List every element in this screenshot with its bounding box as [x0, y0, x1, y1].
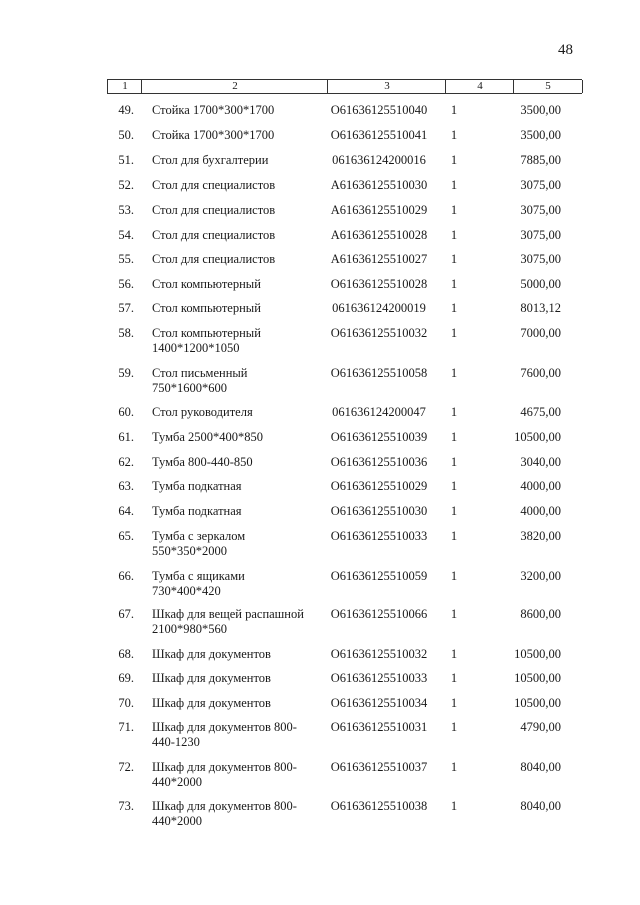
item-name: Стойка 1700*300*1700 [152, 128, 275, 142]
table-header [107, 79, 582, 94]
quantity: 1 [450, 696, 458, 710]
inventory-code: О61636125510033 [330, 671, 428, 685]
quantity: 1 [450, 326, 458, 340]
inventory-code: 061636124200019 [332, 301, 426, 315]
row-number: 50. [118, 128, 134, 142]
quantity: 1 [450, 301, 458, 315]
item-name: Шкаф для документов [152, 647, 271, 661]
amount: 10500,00 [514, 647, 561, 661]
row-number: 52. [118, 178, 134, 192]
quantity: 1 [450, 277, 458, 291]
inventory-code: О61636125510032 [330, 326, 428, 340]
quantity: 1 [450, 103, 458, 117]
row-number: 72. [118, 760, 134, 774]
quantity: 1 [450, 504, 458, 518]
inventory-code: О61636125510031 [330, 720, 428, 734]
header-cell-4: 4 [445, 80, 514, 93]
row-number: 57. [118, 301, 134, 315]
item-name: Стол компьютерный 1400*1200*1050 [152, 326, 261, 355]
inventory-code: А61636125510028 [330, 228, 428, 242]
quantity: 1 [450, 430, 458, 444]
item-name: Стол для специалистов [152, 203, 276, 217]
row-number: 49. [118, 103, 134, 117]
quantity: 1 [450, 799, 458, 813]
item-name: Стол компьютерный [152, 301, 261, 315]
row-number: 55. [118, 252, 134, 266]
item-name: Тумба 800-440-850 [152, 455, 253, 469]
row-number: 62. [118, 455, 134, 469]
quantity: 1 [450, 178, 458, 192]
inventory-code: О61636125510036 [330, 455, 428, 469]
amount: 8040,00 [520, 760, 561, 774]
inventory-code: О61636125510030 [330, 504, 428, 518]
row-number: 66. [118, 569, 134, 583]
quantity: 1 [450, 128, 458, 142]
inventory-code: О61636125510034 [330, 696, 428, 710]
amount: 3075,00 [520, 178, 561, 192]
amount: 8040,00 [520, 799, 561, 813]
amount: 3500,00 [520, 128, 561, 142]
row-number: 67. [118, 607, 134, 621]
inventory-code: О61636125510040 [330, 103, 428, 117]
item-name: Тумба с ящиками 730*400*420 [152, 569, 245, 598]
amount: 3200,00 [520, 569, 561, 583]
amount: 7000,00 [520, 326, 561, 340]
quantity: 1 [450, 455, 458, 469]
inventory-code: О61636125510033 [330, 529, 428, 543]
item-name: Тумба с зеркалом 550*350*2000 [152, 529, 246, 558]
quantity: 1 [450, 153, 458, 167]
quantity: 1 [450, 479, 458, 493]
inventory-code: 061636124200047 [332, 405, 426, 419]
inventory-code: О61636125510039 [330, 430, 428, 444]
row-number: 64. [118, 504, 134, 518]
amount: 10500,00 [514, 430, 561, 444]
amount: 7885,00 [520, 153, 561, 167]
amount: 3075,00 [520, 203, 561, 217]
row-number: 59. [118, 366, 134, 380]
amount: 3500,00 [520, 103, 561, 117]
amount: 3040,00 [520, 455, 561, 469]
quantity: 1 [450, 720, 458, 734]
amount: 3075,00 [520, 228, 561, 242]
header-cell-1: 1 [107, 80, 142, 93]
item-name: Стол для специалистов [152, 178, 276, 192]
quantity: 1 [450, 607, 458, 621]
item-name: Шкаф для вещей распашной 2100*980*560 [152, 607, 304, 636]
amount: 4675,00 [520, 405, 561, 419]
quantity: 1 [450, 366, 458, 380]
inventory-code: О61636125510037 [330, 760, 428, 774]
amount: 3075,00 [520, 252, 561, 266]
item-name: Шкаф для документов [152, 671, 271, 685]
inventory-code: 061636124200016 [332, 153, 426, 167]
row-number: 71. [118, 720, 134, 734]
row-number: 51. [118, 153, 134, 167]
inventory-code: А61636125510030 [330, 178, 428, 192]
inventory-code: О61636125510029 [330, 479, 428, 493]
row-number: 58. [118, 326, 134, 340]
item-name: Тумба 2500*400*850 [152, 430, 264, 444]
quantity: 1 [450, 671, 458, 685]
item-name: Стол для специалистов [152, 252, 276, 266]
quantity: 1 [450, 569, 458, 583]
row-number: 65. [118, 529, 134, 543]
amount: 5000,00 [520, 277, 561, 291]
inventory-code: О61636125510041 [330, 128, 428, 142]
amount: 8013,12 [520, 301, 561, 315]
amount: 4000,00 [520, 479, 561, 493]
header-cell-2: 2 [141, 80, 328, 93]
inventory-code: О61636125510032 [330, 647, 428, 661]
item-name: Шкаф для документов 800-440*2000 [152, 799, 297, 828]
item-name: Тумба подкатная [152, 504, 242, 518]
amount: 10500,00 [514, 671, 561, 685]
item-name: Стол руководителя [152, 405, 253, 419]
header-cell-3: 3 [327, 80, 446, 93]
quantity: 1 [450, 529, 458, 543]
item-name: Стол для специалистов [152, 228, 276, 242]
item-name: Шкаф для документов 800-440-1230 [152, 720, 297, 749]
amount: 4790,00 [520, 720, 561, 734]
item-name: Стол для бухгалтерии [152, 153, 269, 167]
amount: 7600,00 [520, 366, 561, 380]
quantity: 1 [450, 252, 458, 266]
row-number: 56. [118, 277, 134, 291]
page-number: 48 [558, 42, 573, 58]
item-name: Шкаф для документов [152, 696, 271, 710]
quantity: 1 [450, 647, 458, 661]
inventory-code: О61636125510059 [330, 569, 428, 583]
row-number: 53. [118, 203, 134, 217]
amount: 4000,00 [520, 504, 561, 518]
item-name: Стол письменный 750*1600*600 [152, 366, 248, 395]
inventory-code: О61636125510058 [330, 366, 428, 380]
row-number: 60. [118, 405, 134, 419]
quantity: 1 [450, 405, 458, 419]
row-number: 73. [118, 799, 134, 813]
inventory-code: О61636125510066 [330, 607, 428, 621]
item-name: Тумба подкатная [152, 479, 242, 493]
inventory-code: А61636125510027 [330, 252, 428, 266]
inventory-code: О61636125510028 [330, 277, 428, 291]
inventory-code: О61636125510038 [330, 799, 428, 813]
inventory-code: А61636125510029 [330, 203, 428, 217]
amount: 8600,00 [520, 607, 561, 621]
header-cell-5: 5 [513, 80, 583, 93]
row-number: 69. [118, 671, 134, 685]
item-name: Стол компьютерный [152, 277, 261, 291]
row-number: 70. [118, 696, 134, 710]
quantity: 1 [450, 228, 458, 242]
quantity: 1 [450, 760, 458, 774]
item-name: Стойка 1700*300*1700 [152, 103, 275, 117]
amount: 3820,00 [520, 529, 561, 543]
item-name: Шкаф для документов 800-440*2000 [152, 760, 297, 789]
row-number: 68. [118, 647, 134, 661]
row-number: 63. [118, 479, 134, 493]
amount: 10500,00 [514, 696, 561, 710]
row-number: 61. [118, 430, 134, 444]
quantity: 1 [450, 203, 458, 217]
row-number: 54. [118, 228, 134, 242]
